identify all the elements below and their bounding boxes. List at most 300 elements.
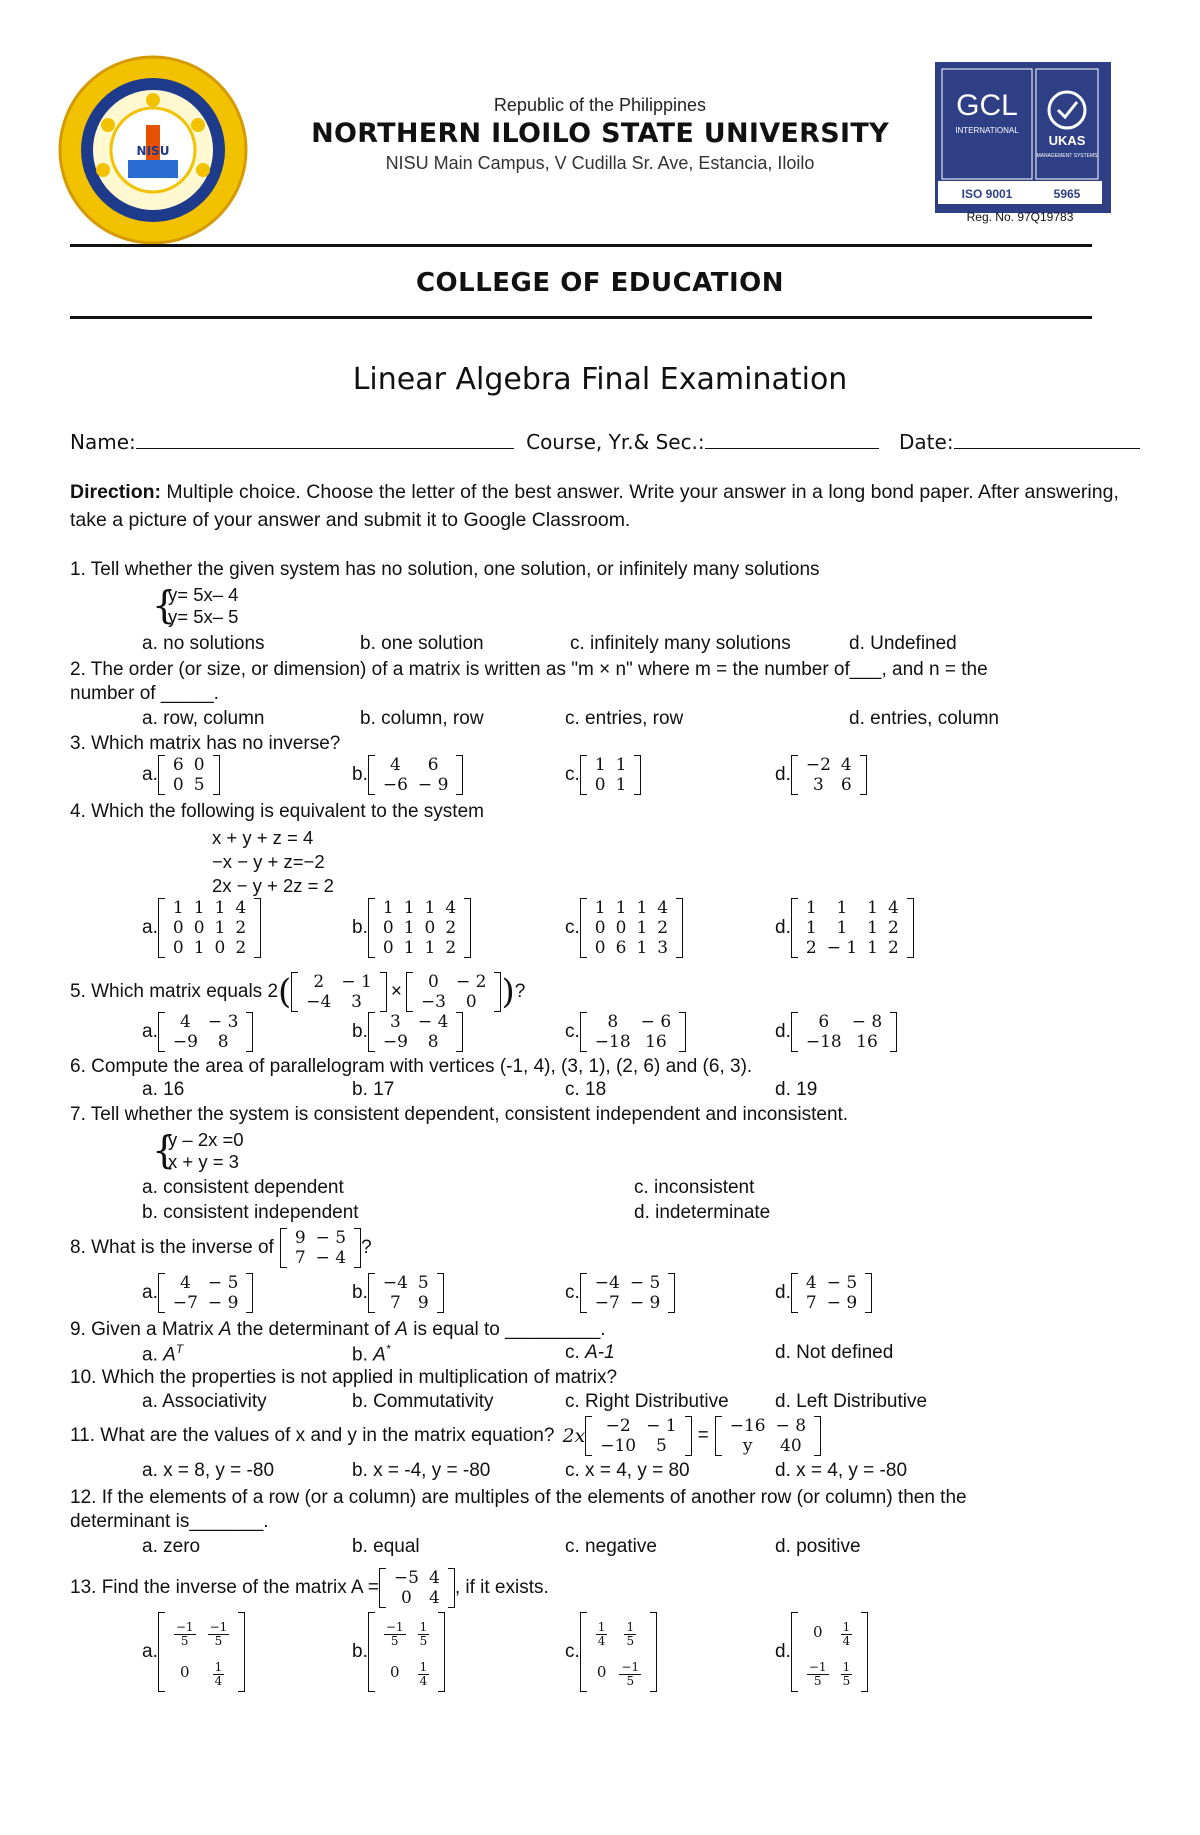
question-2: 2. The order (or size, or dimension) of a matrix is written as "m × n" where m = the number of___, and n = the — [70, 659, 988, 680]
header-divider-bottom — [70, 316, 1092, 319]
matrix-cell: −7 — [594, 1293, 620, 1313]
seal-center-text: NISU — [136, 144, 170, 158]
q9-a1: A — [218, 1319, 232, 1340]
q3-option-b[interactable] — [352, 755, 463, 795]
matrix-bracket-left — [585, 1416, 592, 1456]
name-field[interactable] — [136, 430, 514, 449]
matrix-cell: 4 — [235, 898, 247, 918]
q10-option-a[interactable]: a. Associativity — [142, 1391, 267, 1412]
q4-option-c[interactable] — [565, 898, 683, 958]
q5-matrix-c — [580, 1012, 686, 1052]
question-2-cont: number of _____. — [70, 683, 219, 704]
matrix-cell: 6 — [840, 775, 852, 795]
matrix-cell: 8 — [217, 1032, 229, 1052]
matrix-cell: − 2 — [456, 972, 487, 992]
matrix-cell: 1 — [214, 898, 226, 918]
q8-option-a[interactable] — [142, 1273, 253, 1313]
q11-option-a[interactable]: a. x = 8, y = -80 — [142, 1460, 275, 1481]
q13-option-d[interactable] — [775, 1612, 868, 1692]
matrix-cell: 3 — [657, 938, 669, 958]
fraction: $\frac{1}{5}$ — [626, 1620, 635, 1648]
matrix-bracket-right — [679, 1012, 686, 1052]
matrix-bracket-left — [158, 898, 165, 958]
question-4: 4. Which the following is equivalent to the system — [70, 801, 484, 822]
q6-option-d[interactable]: d. 19 — [775, 1079, 818, 1100]
direction-text: Multiple choice. Choose the letter of the best answer. Write your answer in a long bond paper. After answering, take a picture of your answer and submit it to Google Classroom. — [70, 481, 1119, 531]
q8-matrix-a — [158, 1273, 254, 1313]
q5-option-c[interactable] — [565, 1012, 686, 1052]
q8-matrix-d — [791, 1273, 872, 1313]
matrix-bracket-left — [368, 1012, 375, 1052]
q13-a-label: a. — [142, 1641, 158, 1663]
matrix-cell: 2 — [235, 938, 247, 958]
matrix-cell: 7 — [294, 1248, 306, 1268]
matrix-cell: 4 — [840, 755, 852, 775]
q3-option-c[interactable] — [565, 755, 641, 795]
q3-option-a[interactable] — [142, 755, 220, 795]
matrix-cell — [590, 1612, 614, 1652]
q11-coef: 2x — [562, 1425, 586, 1447]
q13-d-label: d. — [775, 1641, 791, 1663]
matrix-bracket-left — [580, 1612, 587, 1692]
q1-eq1: y= 5x– 4 — [168, 584, 239, 605]
matrix-bracket-left — [791, 1273, 798, 1313]
matrix-cell: 1 — [214, 918, 226, 938]
fraction: $\frac{-1}{5}$ — [621, 1660, 640, 1688]
q3-option-d[interactable] — [775, 755, 867, 795]
q3-c-label: c. — [565, 764, 580, 786]
matrix-cell — [202, 1612, 236, 1652]
q4-option-d[interactable] — [775, 898, 914, 958]
matrix-cell: −2 — [605, 1416, 631, 1436]
q7-option-b[interactable]: b. consistent independent — [142, 1202, 359, 1223]
q4-matrix-c — [580, 898, 683, 958]
matrix-bracket-right — [437, 1273, 444, 1313]
matrix-bracket-right — [865, 1273, 872, 1313]
matrix-cell: −9 — [172, 1032, 198, 1052]
question-8 — [70, 1228, 1150, 1268]
q4-option-b[interactable] — [352, 898, 471, 958]
q11-text: 11. What are the values of x and y in the matrix equation? — [70, 1425, 555, 1446]
matrix-cell: 1 — [636, 918, 648, 938]
matrix-cell: − 5 — [207, 1273, 239, 1293]
matrix-bracket-left — [406, 972, 413, 1012]
student-info-line — [70, 430, 1130, 454]
matrix-cell: 9 — [417, 1293, 429, 1313]
matrix-cell: 3 — [812, 775, 824, 795]
q8-option-d[interactable] — [775, 1273, 872, 1313]
q5-c-label: c. — [565, 1021, 580, 1043]
matrix-bracket-left — [368, 755, 375, 795]
q5-text: 5. Which matrix equals 2 — [70, 981, 279, 1002]
matrix-cell: 2 — [887, 938, 899, 958]
matrix-cell: 8 — [607, 1012, 619, 1032]
matrix-bracket-right — [254, 898, 261, 958]
question-10: 10. Which the properties is not applied in multiplication of matrix? — [70, 1367, 618, 1388]
matrix-cell: 0 — [179, 1663, 190, 1681]
q9-t2: the determinant of — [231, 1319, 396, 1340]
q1-option-d[interactable]: d. Undefined — [849, 633, 957, 654]
q11-option-b[interactable]: b. x = -4, y = -80 — [352, 1460, 491, 1481]
matrix-cell: 6 — [427, 755, 439, 775]
cert-ukas: UKAS — [1048, 133, 1086, 148]
matrix-bracket-left — [791, 1612, 798, 1692]
campus-address: NISU Main Campus, V Cudilla Sr. Ave, Estancia, Iloilo — [385, 153, 815, 173]
matrix-bracket-right — [213, 755, 220, 795]
matrix-cell: 1 — [615, 775, 627, 795]
cert-international: INTERNATIONAL — [955, 126, 1019, 135]
matrix-cell: −10 — [600, 1436, 637, 1456]
q9-a-label: a. — [142, 1344, 164, 1366]
matrix-cell: 8 — [427, 1032, 439, 1052]
q11-option-d[interactable]: d. x = 4, y = -80 — [775, 1460, 908, 1481]
q7-eq1: y – 2x =0 — [168, 1129, 244, 1150]
matrix-cell: 1 — [193, 898, 205, 918]
matrix-bracket-right — [354, 1228, 361, 1268]
q5-option-d[interactable] — [775, 1012, 897, 1052]
matrix-bracket-left — [158, 1012, 165, 1052]
matrix-bracket-left — [291, 972, 298, 1012]
q5-times: × — [390, 981, 402, 1002]
matrix-cell: 4 — [428, 1588, 440, 1608]
matrix-cell: 0 — [172, 775, 184, 795]
matrix-cell: 4 — [179, 1273, 191, 1293]
matrix-cell: 1 — [636, 898, 648, 918]
date-label: Date: — [899, 430, 954, 454]
matrix-cell: 0 — [465, 992, 477, 1012]
matrix-cell: 2 — [887, 918, 899, 938]
q5-matrix-b — [368, 1012, 464, 1052]
q13-end: , if it exists. — [454, 1577, 549, 1598]
fraction: $\frac{1}{4}$ — [597, 1620, 606, 1648]
q13-option-c[interactable] — [565, 1612, 657, 1692]
q9-c-label: c. — [565, 1342, 586, 1363]
matrix-cell: 2 — [657, 918, 669, 938]
q12-option-b[interactable]: b. equal — [352, 1536, 420, 1557]
matrix-bracket-left — [715, 1416, 722, 1456]
q2-option-c[interactable]: c. entries, row — [565, 708, 684, 729]
question-12: 12. If the elements of a row (or a column) are multiples of the elements of another row (or column) then the — [70, 1487, 967, 1508]
q2-option-b[interactable]: b. column, row — [360, 708, 484, 729]
matrix-cell: − 5 — [826, 1273, 858, 1293]
matrix-cell — [613, 1612, 647, 1652]
matrix-bracket-right — [246, 1012, 253, 1052]
q10-option-c[interactable]: c. Right Distributive — [565, 1391, 729, 1412]
q1-option-a[interactable]: a. no solutions — [142, 633, 265, 654]
q7-option-c[interactable]: c. inconsistent — [634, 1177, 755, 1198]
fraction: $\frac{1}{4}$ — [214, 1660, 223, 1688]
question-7: 7. Tell whether the system is consistent dependent, consistent independent and inconsistent. — [70, 1104, 849, 1125]
matrix-cell: 1 — [805, 898, 817, 918]
q8-end: ? — [361, 1237, 372, 1258]
matrix-cell: − 3 — [207, 1012, 239, 1032]
matrix-bracket-right — [676, 898, 683, 958]
matrix-cell: −5 — [393, 1568, 419, 1588]
matrix-bracket-right — [814, 1416, 821, 1456]
q9-t1: 9. Given a Matrix — [70, 1319, 219, 1340]
matrix-cell — [202, 1652, 236, 1692]
matrix-cell: 1 — [836, 918, 848, 938]
q4-option-a[interactable] — [142, 898, 261, 958]
q12-option-d[interactable]: d. positive — [775, 1536, 861, 1557]
matrix-cell: 1 — [594, 898, 606, 918]
matrix-cell: − 8 — [775, 1416, 807, 1436]
matrix-cell: 1 — [403, 938, 415, 958]
matrix-cell: − 9 — [207, 1293, 239, 1313]
college-name: COLLEGE OF EDUCATION — [415, 268, 785, 298]
q10-option-b[interactable]: b. Commutativity — [352, 1391, 494, 1412]
course-field[interactable] — [705, 430, 879, 449]
q8-a-label: a. — [142, 1282, 158, 1304]
matrix-cell: 1 — [836, 898, 848, 918]
q1-option-c[interactable]: c. infinitely many solutions — [570, 633, 791, 654]
q6-option-a[interactable]: a. 16 — [142, 1079, 185, 1100]
direction-label: Direction: — [70, 481, 162, 503]
q13-matrix — [379, 1568, 455, 1608]
fraction: $\frac{1}{5}$ — [842, 1660, 851, 1688]
q9-b-label: b. — [352, 1344, 374, 1366]
q5-open-paren: ( — [278, 972, 292, 1012]
matrix-cell: 0 — [401, 1588, 412, 1608]
q5-matrix-d — [791, 1012, 897, 1052]
q8-matrix-b — [368, 1273, 444, 1313]
matrix-cell: 1 — [867, 918, 878, 938]
q9-a-sup: T — [175, 1342, 184, 1356]
matrix-cell: 0 — [193, 918, 205, 938]
matrix-cell: − 6 — [640, 1012, 672, 1032]
q9-option-d[interactable]: d. Not defined — [775, 1342, 894, 1363]
matrix-cell: 7 — [805, 1293, 817, 1313]
matrix-bracket-left — [368, 1273, 375, 1313]
republic-line: Republic of the Philippines — [493, 95, 707, 115]
matrix-cell: −3 — [420, 992, 446, 1012]
matrix-bracket-left — [379, 1568, 386, 1608]
matrix-cell: 1 — [805, 918, 817, 938]
matrix-cell: 6 — [818, 1012, 830, 1032]
matrix-bracket-left — [580, 755, 587, 795]
matrix-cell: 4 — [428, 1568, 440, 1588]
q13-text: 13. Find the inverse of the matrix A = — [70, 1577, 379, 1598]
matrix-cell: 16 — [645, 1032, 667, 1052]
matrix-bracket-right — [685, 1416, 692, 1456]
q4-eq1: x + y + z = 4 — [212, 827, 314, 848]
matrix-cell: −7 — [172, 1293, 198, 1313]
matrix-cell: 5 — [417, 1273, 429, 1293]
matrix-cell — [412, 1652, 436, 1692]
matrix-cell: 1 — [424, 898, 436, 918]
matrix-cell: − 1 — [646, 1416, 677, 1436]
matrix-cell: − 9 — [629, 1293, 661, 1313]
exam-title: Linear Algebra Final Examination — [352, 362, 848, 397]
matrix-cell: 5 — [655, 1436, 667, 1456]
q10-option-d[interactable]: d. Left Distributive — [775, 1391, 928, 1412]
q4-c-label: c. — [565, 917, 580, 939]
matrix-bracket-left — [791, 1012, 798, 1052]
matrix-cell: − 5 — [315, 1228, 347, 1248]
q8-option-c[interactable] — [565, 1273, 675, 1313]
q3-b-label: b. — [352, 764, 368, 786]
matrix-cell: 0 — [428, 972, 439, 992]
q5-d-label: d. — [775, 1021, 791, 1043]
q4-eq2: −x − y + z=−2 — [212, 851, 325, 872]
matrix-cell: −4 — [382, 1273, 408, 1293]
q3-matrix-c — [580, 755, 642, 795]
iso-certification-badge — [935, 62, 1111, 213]
question-11 — [70, 1416, 1150, 1456]
matrix-cell: 0 — [214, 938, 226, 958]
matrix-cell: 1 — [615, 755, 627, 775]
q13-b-label: b. — [352, 1641, 368, 1663]
matrix-cell: 40 — [780, 1436, 802, 1456]
matrix-cell: 2 — [805, 938, 817, 958]
question-13 — [70, 1568, 1150, 1608]
matrix-cell: 0 — [172, 938, 184, 958]
q6-option-b[interactable]: b. 17 — [352, 1079, 395, 1100]
matrix-cell — [613, 1652, 647, 1692]
q12-option-a[interactable]: a. zero — [142, 1536, 201, 1557]
matrix-cell: 1 — [867, 938, 878, 958]
cert-iso: ISO 9001 — [961, 187, 1013, 201]
q2-option-d[interactable]: d. entries, column — [849, 708, 999, 729]
q9-t3: is equal to _________. — [407, 1319, 606, 1340]
q1-eq2: y= 5x– 5 — [168, 606, 239, 627]
matrix-bracket-right — [907, 898, 914, 958]
q4-d-label: d. — [775, 917, 791, 939]
matrix-cell: 1 — [403, 918, 415, 938]
matrix-bracket-right — [860, 755, 867, 795]
header-divider-top — [70, 244, 1092, 247]
matrix-cell: 6 — [172, 755, 184, 775]
matrix-cell — [412, 1612, 436, 1652]
matrix-cell: − 5 — [629, 1273, 661, 1293]
q11-option-c[interactable]: c. x = 4, y = 80 — [565, 1460, 690, 1481]
matrix-bracket-right — [464, 898, 471, 958]
q13-option-a[interactable] — [142, 1612, 245, 1692]
q8-text: 8. What is the inverse of — [70, 1237, 274, 1258]
q11-matrix-1 — [585, 1416, 691, 1456]
matrix-cell: 2 — [235, 918, 247, 938]
matrix-cell: 0 — [193, 755, 205, 775]
matrix-bracket-left — [580, 1273, 587, 1313]
matrix-bracket-left — [158, 755, 165, 795]
matrix-bracket-right — [380, 972, 387, 1012]
q1-option-b[interactable]: b. one solution — [360, 633, 484, 654]
matrix-cell: 1 — [193, 938, 205, 958]
q9-option-c[interactable] — [565, 1342, 615, 1364]
directions — [70, 478, 1130, 534]
q2-option-a[interactable]: a. row, column — [142, 708, 265, 729]
date-field[interactable] — [954, 430, 1140, 449]
q9-b-val: A — [373, 1344, 386, 1366]
fraction: $\frac{-1}{5}$ — [808, 1660, 827, 1688]
university-name: NORTHERN ILOILO STATE UNIVERSITY — [311, 118, 889, 149]
fraction: $\frac{-1}{5}$ — [385, 1620, 404, 1648]
q13-matrix-b — [368, 1612, 445, 1692]
cert-mgmt: MANAGEMENT SYSTEMS — [1036, 153, 1098, 159]
q5-a-label: a. — [142, 1021, 158, 1043]
matrix-bracket-right — [456, 1012, 463, 1052]
matrix-bracket-left — [280, 1228, 287, 1268]
matrix-cell: 0 — [424, 918, 436, 938]
q4-b-label: b. — [352, 917, 368, 939]
cert-gcl: GCL — [956, 89, 1018, 122]
matrix-cell: 0 — [615, 918, 627, 938]
q7-option-a[interactable]: a. consistent dependent — [142, 1177, 344, 1198]
matrix-cell: 5 — [193, 775, 205, 795]
matrix-cell: 0 — [596, 1663, 607, 1681]
q5-end: ? — [514, 981, 526, 1002]
matrix-cell: 2 — [445, 918, 457, 938]
q9-option-a[interactable] — [142, 1342, 183, 1366]
q7-system: { y – 2x =0 x + y = 3 — [152, 1128, 244, 1172]
matrix-bracket-left — [368, 898, 375, 958]
q9-c-val: A-1 — [585, 1342, 615, 1363]
question-6: 6. Compute the area of parallelogram with vertices (-1, 4), (3, 1), (2, 6) and (6, 3). — [70, 1056, 753, 1077]
matrix-cell: 4 — [887, 898, 899, 918]
matrix-cell: 4 — [389, 755, 401, 775]
q7-eq2: x + y = 3 — [168, 1151, 239, 1172]
q13-option-b[interactable] — [352, 1612, 445, 1692]
matrix-cell: 2 — [445, 938, 457, 958]
q13-matrix-a — [158, 1612, 245, 1692]
matrix-cell: −16 — [729, 1416, 766, 1436]
q8-option-b[interactable] — [352, 1273, 444, 1313]
matrix-cell: −18 — [805, 1032, 842, 1052]
matrix-cell: 4 — [805, 1273, 817, 1293]
q3-matrix-b — [368, 755, 464, 795]
q7-option-d[interactable]: d. indeterminate — [634, 1202, 771, 1223]
matrix-cell: −4 — [594, 1273, 620, 1293]
matrix-cell: 6 — [615, 938, 627, 958]
matrix-cell — [378, 1612, 412, 1652]
q6-option-c[interactable]: c. 18 — [565, 1079, 607, 1100]
matrix-cell: 1 — [615, 898, 627, 918]
matrix-cell — [801, 1652, 835, 1692]
university-seal — [58, 55, 248, 245]
q12-option-c[interactable]: c. negative — [565, 1536, 657, 1557]
q8-b-label: b. — [352, 1282, 368, 1304]
matrix-cell: 0 — [172, 918, 184, 938]
q5-option-a[interactable] — [142, 1012, 253, 1052]
matrix-bracket-left — [158, 1612, 165, 1692]
matrix-bracket-right — [668, 1273, 675, 1313]
q3-matrix-a — [158, 755, 220, 795]
matrix-cell: − 9 — [826, 1293, 858, 1313]
q9-option-b[interactable] — [352, 1342, 390, 1366]
matrix-cell: 4 — [657, 898, 669, 918]
fraction: $\frac{1}{4}$ — [419, 1660, 428, 1688]
matrix-cell: −2 — [805, 755, 831, 775]
q3-matrix-d — [791, 755, 867, 795]
q5-matrix-a — [158, 1012, 254, 1052]
matrix-cell: 0 — [389, 1663, 400, 1681]
q13-matrix-c — [580, 1612, 657, 1692]
matrix-cell: 1 — [594, 755, 606, 775]
q4-a-label: a. — [142, 917, 158, 939]
q4-system — [212, 826, 334, 898]
cert-num: 5965 — [1053, 187, 1081, 201]
fraction: $\frac{1}{5}$ — [419, 1620, 428, 1648]
matrix-cell — [168, 1612, 202, 1652]
matrix-cell: − 8 — [851, 1012, 883, 1032]
matrix-cell — [835, 1652, 859, 1692]
matrix-bracket-right — [650, 1612, 657, 1692]
matrix-cell: 1 — [382, 898, 394, 918]
matrix-cell: 1 — [636, 938, 648, 958]
registration-number: Reg. No. 97Q19783 — [966, 210, 1074, 224]
matrix-cell: 3 — [389, 1012, 401, 1032]
q5-option-b[interactable] — [352, 1012, 463, 1052]
